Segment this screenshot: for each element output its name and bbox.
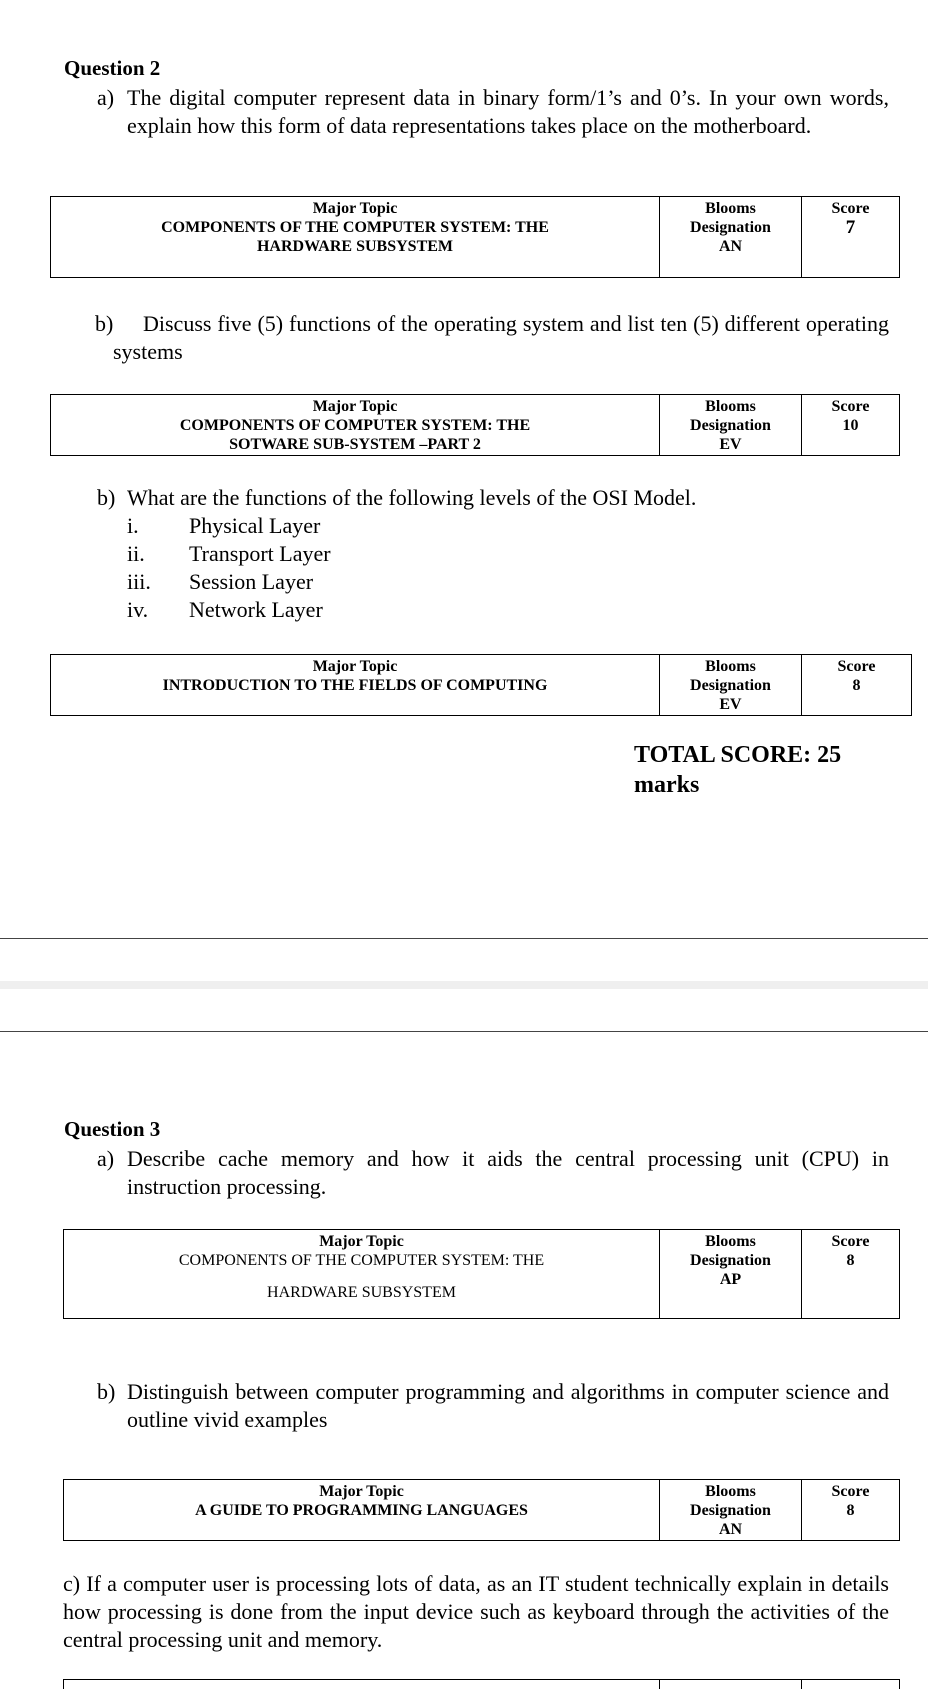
designation-label: Designation (664, 1251, 797, 1270)
major-topic-heading: Major Topic (55, 199, 655, 218)
score-value: 8 (806, 1501, 895, 1520)
question-3b-label: b) (97, 1378, 115, 1406)
major-topic-heading: Major Topic (55, 397, 655, 416)
topic-table-2b (50, 394, 900, 456)
osi-item-3-num: iii. (127, 568, 187, 596)
page-gap (0, 981, 928, 989)
blooms-label: Blooms (664, 199, 797, 218)
topic-table-3a (63, 1229, 900, 1319)
major-topic-cell (64, 1230, 660, 1319)
designation-label: Designation (664, 1501, 797, 1520)
major-topic-heading: Major Topic (68, 1232, 655, 1251)
topic-table-2a (50, 196, 900, 278)
blooms-cell (660, 1230, 802, 1319)
question-2a-label: a) (97, 84, 114, 112)
blooms-value: AP (664, 1270, 797, 1289)
blooms-cell (660, 395, 802, 456)
total-score-line1: TOTAL SCORE: 25 (634, 740, 894, 770)
major-topic-cell (64, 1480, 660, 1541)
major-topic-line1: A GUIDE TO PROGRAMMING LANGUAGES (68, 1501, 655, 1520)
score-label: Score (806, 1482, 895, 1501)
score-value: 10 (806, 416, 895, 435)
major-topic-cell (51, 197, 660, 278)
question-2b-text (95, 310, 889, 366)
blooms-value: AN (664, 237, 797, 256)
question-2a-text: The digital computer represent data in binary form/1’s and 0’s. In your own words, explain how this form of data representations takes place on the motherboard. (127, 84, 889, 140)
blooms-value: EV (664, 435, 797, 454)
osi-item-4-num: iv. (127, 596, 187, 624)
major-topic-heading: Major Topic (68, 1482, 655, 1501)
score-value: 8 (806, 1251, 895, 1270)
question-2b-osi (97, 484, 889, 632)
topic-table-3b (63, 1479, 900, 1541)
major-topic-line1: COMPONENTS OF THE COMPUTER SYSTEM: THE (55, 218, 655, 237)
designation-label: Designation (664, 416, 797, 435)
question-3-title: Question 3 (64, 1117, 160, 1142)
score-cell (802, 395, 900, 456)
question-3b-text: Distinguish between computer programming and algorithms in computer science and outline vivid examples (127, 1378, 889, 1434)
question-3c: c) If a computer user is processing lots of data, as an IT student technically explain in details how processing is done from the input device such as keyboard through the activities of the central processing unit and memory. (63, 1570, 889, 1654)
score-label: Score (806, 1232, 895, 1251)
score-label: Score (806, 657, 907, 676)
major-topic-cell (51, 655, 660, 716)
topic-table-2c (50, 654, 912, 716)
designation-label: Designation (664, 676, 797, 695)
major-topic-heading: Major Topic (55, 657, 655, 676)
osi-item-3-text: Session Layer (189, 568, 313, 596)
total-score (634, 740, 894, 800)
partial-cell-3 (802, 1680, 900, 1689)
designation-label: Designation (664, 218, 797, 237)
question-2b-text-span: Discuss five (5) functions of the operating system and list ten (5) different operating systems (113, 311, 889, 364)
blooms-cell (660, 655, 802, 716)
osi-item-1-text: Physical Layer (189, 512, 320, 540)
osi-item-1-num: i. (127, 512, 187, 540)
score-label: Score (806, 199, 895, 218)
blooms-label: Blooms (664, 397, 797, 416)
major-topic-line2: SOTWARE SUB-SYSTEM –PART 2 (55, 435, 655, 454)
question-2b-label: b) (95, 310, 113, 338)
page-2-top-edge (0, 1031, 928, 1032)
partial-cell-1 (64, 1680, 660, 1689)
score-cell (802, 197, 900, 278)
major-topic-line1: INTRODUCTION TO THE FIELDS OF COMPUTING (55, 676, 655, 695)
score-value: 8 (806, 676, 907, 695)
question-2b-osi-label: b) (97, 484, 115, 512)
topic-table-3c-partial (63, 1679, 900, 1689)
score-cell (802, 1480, 900, 1541)
osi-item-4-text: Network Layer (189, 596, 323, 624)
major-topic-line1: COMPONENTS OF COMPUTER SYSTEM: THE (55, 416, 655, 435)
blooms-cell (660, 197, 802, 278)
major-topic-cell (51, 395, 660, 456)
blooms-value: AN (664, 1520, 797, 1539)
score-value: 7 (806, 218, 895, 237)
major-topic-line1: COMPONENTS OF THE COMPUTER SYSTEM: THE (68, 1251, 655, 1270)
major-topic-line2: HARDWARE SUBSYSTEM (68, 1283, 655, 1302)
question-2-title: Question 2 (64, 56, 160, 81)
question-2b-osi-text: What are the functions of the following levels of the OSI Model. (127, 484, 889, 512)
total-score-line2: marks (634, 770, 894, 800)
blooms-label: Blooms (664, 1482, 797, 1501)
page-1-bottom-edge (0, 938, 928, 939)
blooms-label: Blooms (664, 657, 797, 676)
blooms-label: Blooms (664, 1232, 797, 1251)
question-3a-text: Describe cache memory and how it aids the central processing unit (CPU) in instruction processing. (127, 1145, 889, 1201)
question-3a-label: a) (97, 1145, 114, 1173)
score-cell (802, 1230, 900, 1319)
blooms-value: EV (664, 695, 797, 714)
score-cell (802, 655, 912, 716)
partial-cell-2 (660, 1680, 802, 1689)
osi-item-2-num: ii. (127, 540, 187, 568)
blooms-cell (660, 1480, 802, 1541)
major-topic-line2: HARDWARE SUBSYSTEM (55, 237, 655, 256)
score-label: Score (806, 397, 895, 416)
osi-item-2-text: Transport Layer (189, 540, 331, 568)
